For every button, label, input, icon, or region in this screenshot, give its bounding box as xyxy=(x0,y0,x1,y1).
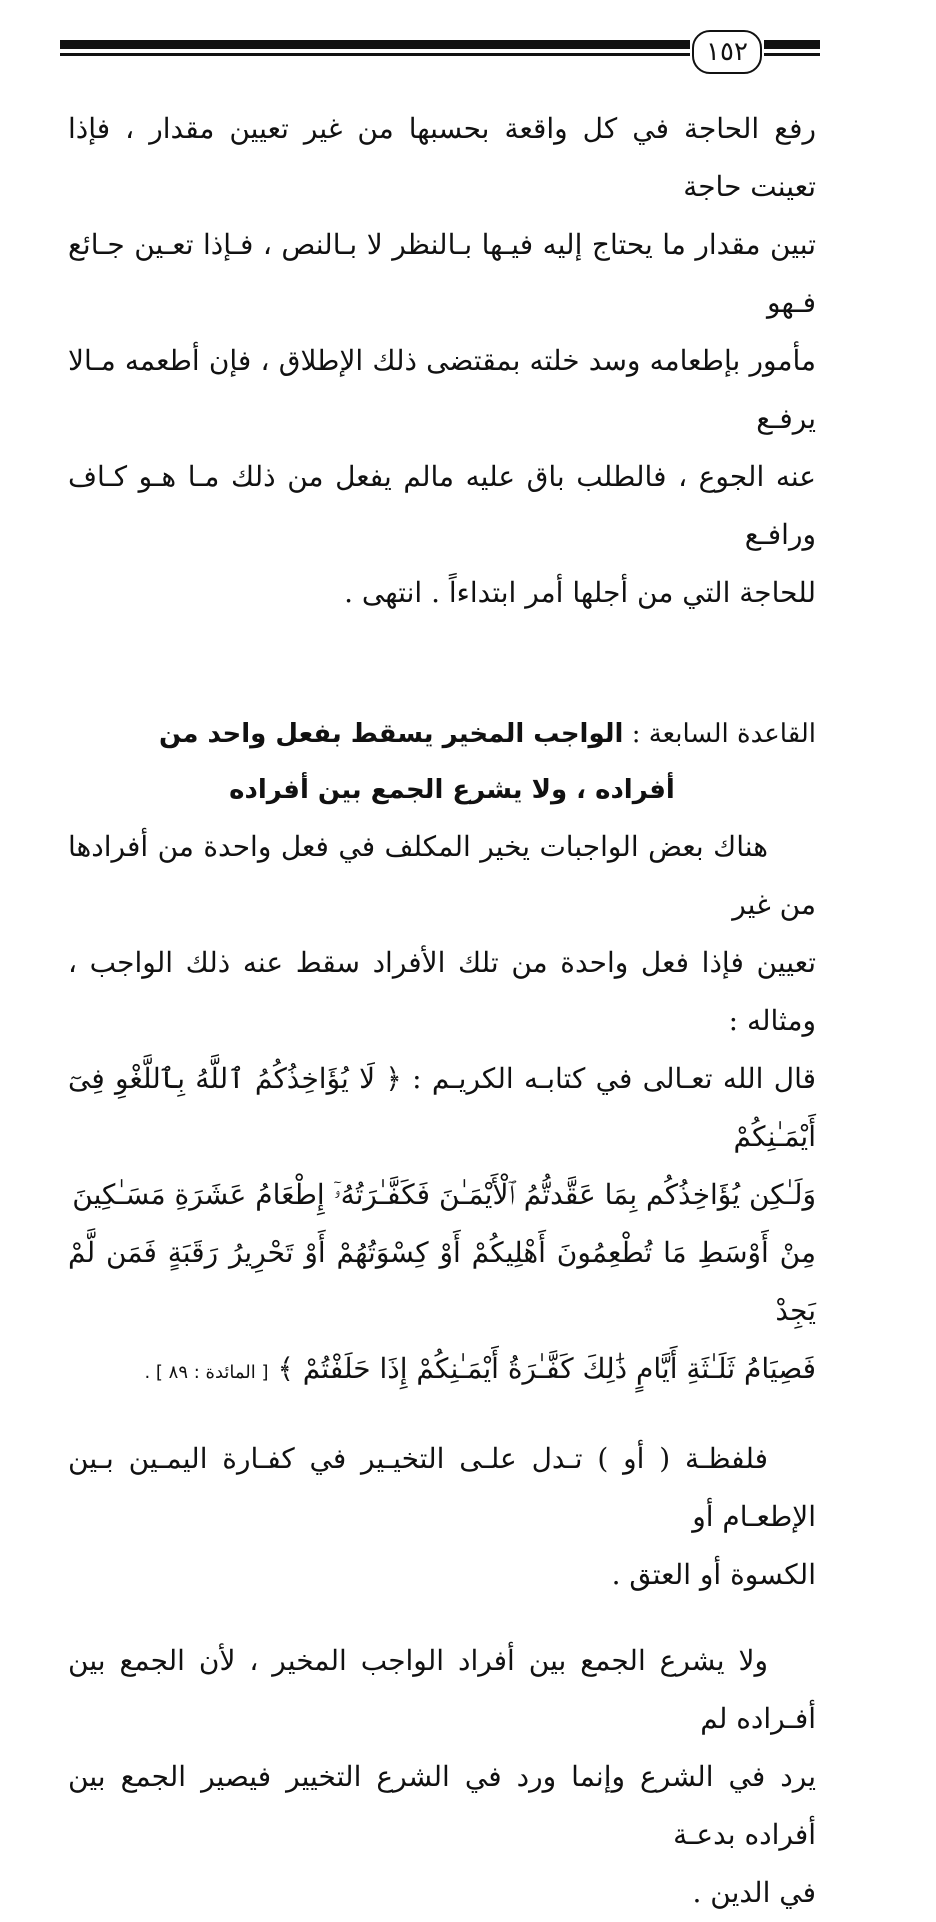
verse-line: مِنْ أَوْسَطِ مَا تُطْعِمُونَ أَهْلِيكُمْ أَوْ كِسْوَتُهُمْ أَوْ تَحْرِيرُ رَقَبَةٍ فَمَن لَّمْ يَجِدْ xyxy=(68,1236,816,1327)
spacer xyxy=(68,1604,816,1632)
header-thin-rule xyxy=(60,53,690,56)
text-line: رفع الحاجة في كل واقعة بحسبها من غير تعيين مقدار ، فإذا تعينت حاجة xyxy=(68,112,816,203)
verse-line: وَلَـٰكِن يُؤَاخِذُكُم بِمَا عَقَّدتُّمُ ٱلْأَيْمَـٰنَ فَكَفَّـٰرَتُهُۥٓ إِطْعَامُ عَشَرَةِ مَسَـٰكِينَ xyxy=(72,1178,816,1211)
text-line: ولا يشرع الجمع بين أفراد الواجب المخير ، لأن الجمع بين أفـراده لم xyxy=(68,1644,816,1735)
header-thick-rule xyxy=(60,40,690,49)
paragraph-conclusion xyxy=(68,1632,816,1922)
paragraph-intro xyxy=(68,100,816,622)
header-rule-right xyxy=(764,40,820,56)
heading-title-part-1: الواجب المخير يسقط بفعل واحد من xyxy=(158,719,624,749)
heading-label: القاعدة السابعة : xyxy=(631,719,816,749)
text-line: فلفظـة ( أو ) تـدل علـى التخيـير في كفـارة اليمـين بـين الإطعـام أو xyxy=(68,1442,816,1533)
header-thick-rule-right xyxy=(764,40,820,49)
page-number: ١٥٢ xyxy=(692,30,762,74)
text-line: الكسوة أو العتق . xyxy=(611,1558,816,1591)
verse-line-last xyxy=(68,1340,816,1402)
spacer xyxy=(68,622,816,706)
text-line: للحاجة التي من أجلها أمر ابتداءاً . انتهى . xyxy=(344,576,816,609)
page-body xyxy=(68,100,816,1922)
text-line: هناك بعض الواجبات يخير المكلف في فعل واحدة من أفرادها من غير xyxy=(68,830,816,921)
text-line: تعيين فإذا فعل واحدة من تلك الأفراد سقط عنه ذلك الواجب ، ومثاله : xyxy=(68,946,816,1037)
text-line: عنه الجوع ، فالطلب باق عليه مالم يفعل من ذلك مـا هـو كـاف ورافـع xyxy=(68,460,816,551)
page-header xyxy=(60,28,820,78)
verse-text: فَصِيَامُ ثَلَـٰثَةِ أَيَّامٍ ذَٰلِكَ كَفَّـٰرَةُ أَيْمَـٰنِكُمْ إِذَا حَلَفْتُمْ ﴾ xyxy=(277,1352,816,1385)
paragraph-explanation xyxy=(68,1430,816,1604)
text-line: تبين مقدار ما يحتاج إليه فيـها بـالنظر لا بـالنص ، فـإذا تعـين جـائع فـهو xyxy=(68,228,816,319)
section-heading xyxy=(68,706,816,818)
verse-reference: [ المائدة : ٨٩ ] . xyxy=(144,1362,269,1383)
paragraph-example xyxy=(68,818,816,1402)
verse-line: قال الله تعـالى في كتابـه الكريـم : ﴿ لَا يُؤَاخِذُكُمُ ٱللَّهُ بِٱللَّغْوِ فِىٓ أَيْمَـٰنِكُمْ xyxy=(68,1062,816,1153)
text-line: في الدين . xyxy=(692,1876,816,1909)
spacer xyxy=(68,1402,816,1430)
header-thin-rule-right xyxy=(764,53,820,56)
heading-line-1 xyxy=(68,706,816,762)
heading-title-part-2: أفراده ، ولا يشرع الجمع بين أفراده xyxy=(229,775,675,805)
header-rule-left xyxy=(60,40,690,56)
text-line: مأمور بإطعامه وسد خلته بمقتضى ذلك الإطلاق ، فإن أطعمه مـالا يرفـع xyxy=(68,344,816,435)
text-line: يرد في الشرع وإنما ورد في الشرع التخيير فيصير الجمع بين أفراده بدعـة xyxy=(68,1760,816,1851)
